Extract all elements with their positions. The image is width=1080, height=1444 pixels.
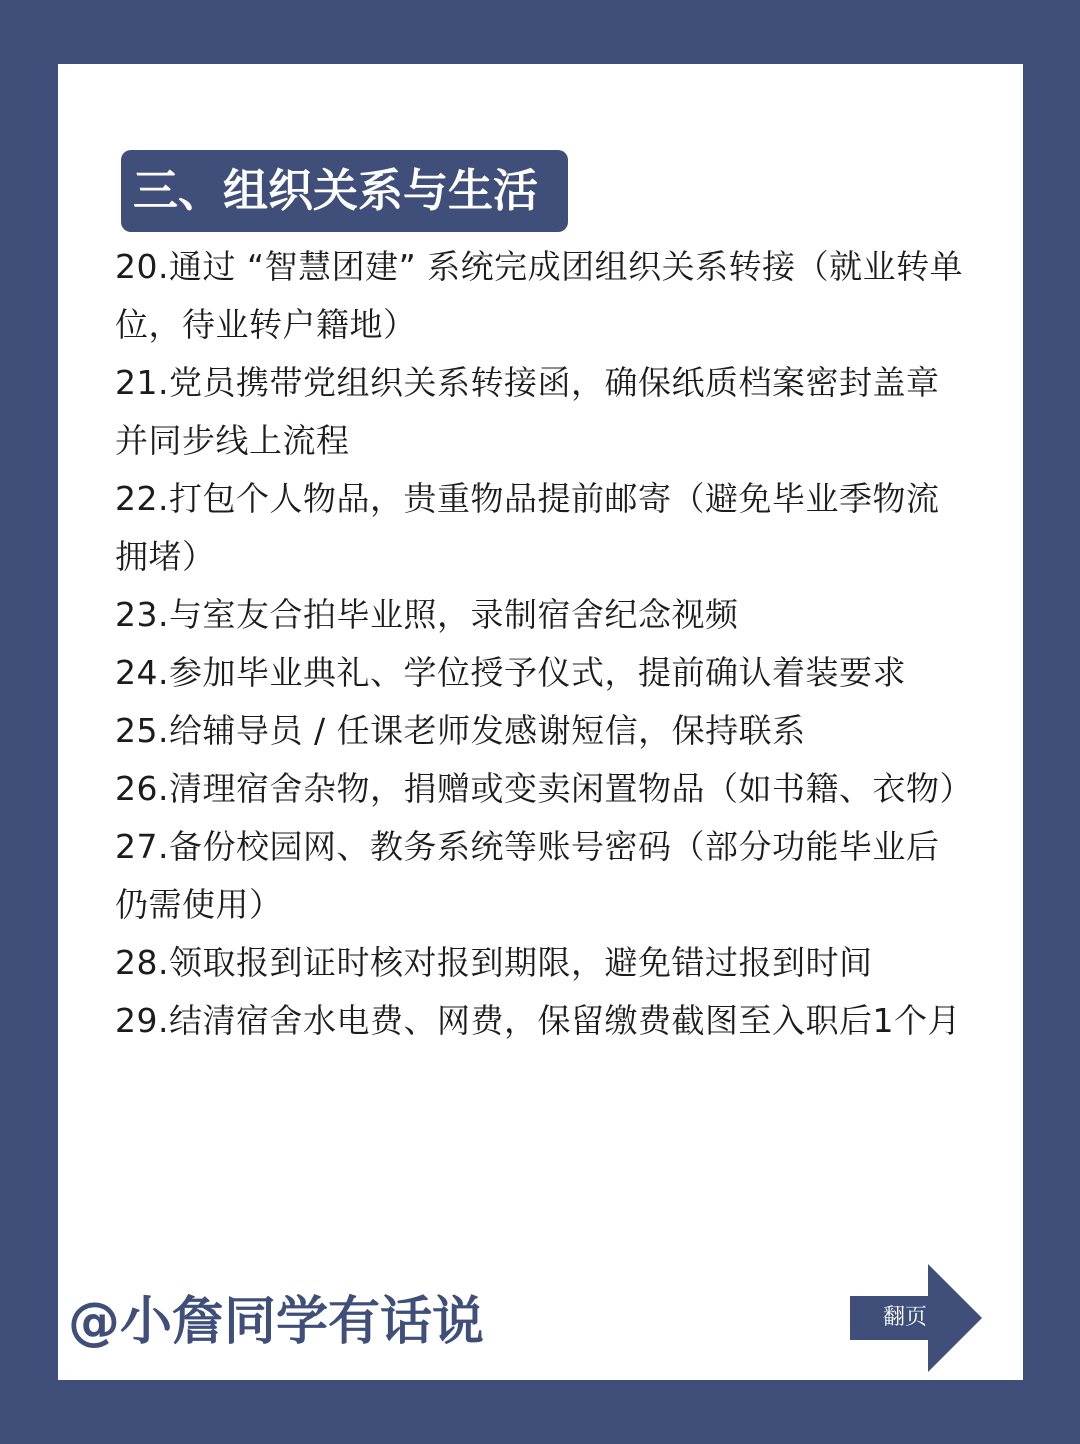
section-title: 三、组织关系与生活: [121, 150, 568, 232]
content-card: [58, 64, 1023, 1380]
checklist: [115, 238, 973, 1050]
checklist-item: 22.打包个人物品，贵重物品提前邮寄（避免毕业季物流拥堵）: [115, 479, 940, 576]
checklist-item: 27.备份校园网、教务系统等账号密码（部分功能毕业后仍需使用）: [115, 827, 940, 924]
checklist-item: 23.与室友合拍毕业照，录制宿舍纪念视频: [115, 595, 739, 634]
checklist-item: 20.通过 “智慧团建” 系统完成团组织关系转接（就业转单位，待业转户籍地）: [115, 247, 964, 344]
checklist-item: 26.清理宿舍杂物，捐赠或变卖闲置物品（如书籍、衣物）: [115, 769, 973, 808]
checklist-item: 21.党员携带党组织关系转接函，确保纸质档案密封盖章并同步线上流程: [115, 363, 940, 460]
next-page-button[interactable]: [850, 1264, 982, 1372]
next-page-label: 翻页: [882, 1305, 927, 1330]
checklist-item: 24.参加毕业典礼、学位授予仪式，提前确认着装要求: [115, 653, 906, 692]
checklist-item: 29.结清宿舍水电费、网费，保留缴费截图至入职后1个月: [115, 1001, 961, 1040]
checklist-item: 25.给辅导员 / 任课老师发感谢短信，保持联系: [115, 711, 806, 750]
author-handle: @小詹同学有话说: [68, 1292, 485, 1352]
checklist-item: 28.领取报到证时核对报到期限，避免错过报到时间: [115, 943, 873, 982]
